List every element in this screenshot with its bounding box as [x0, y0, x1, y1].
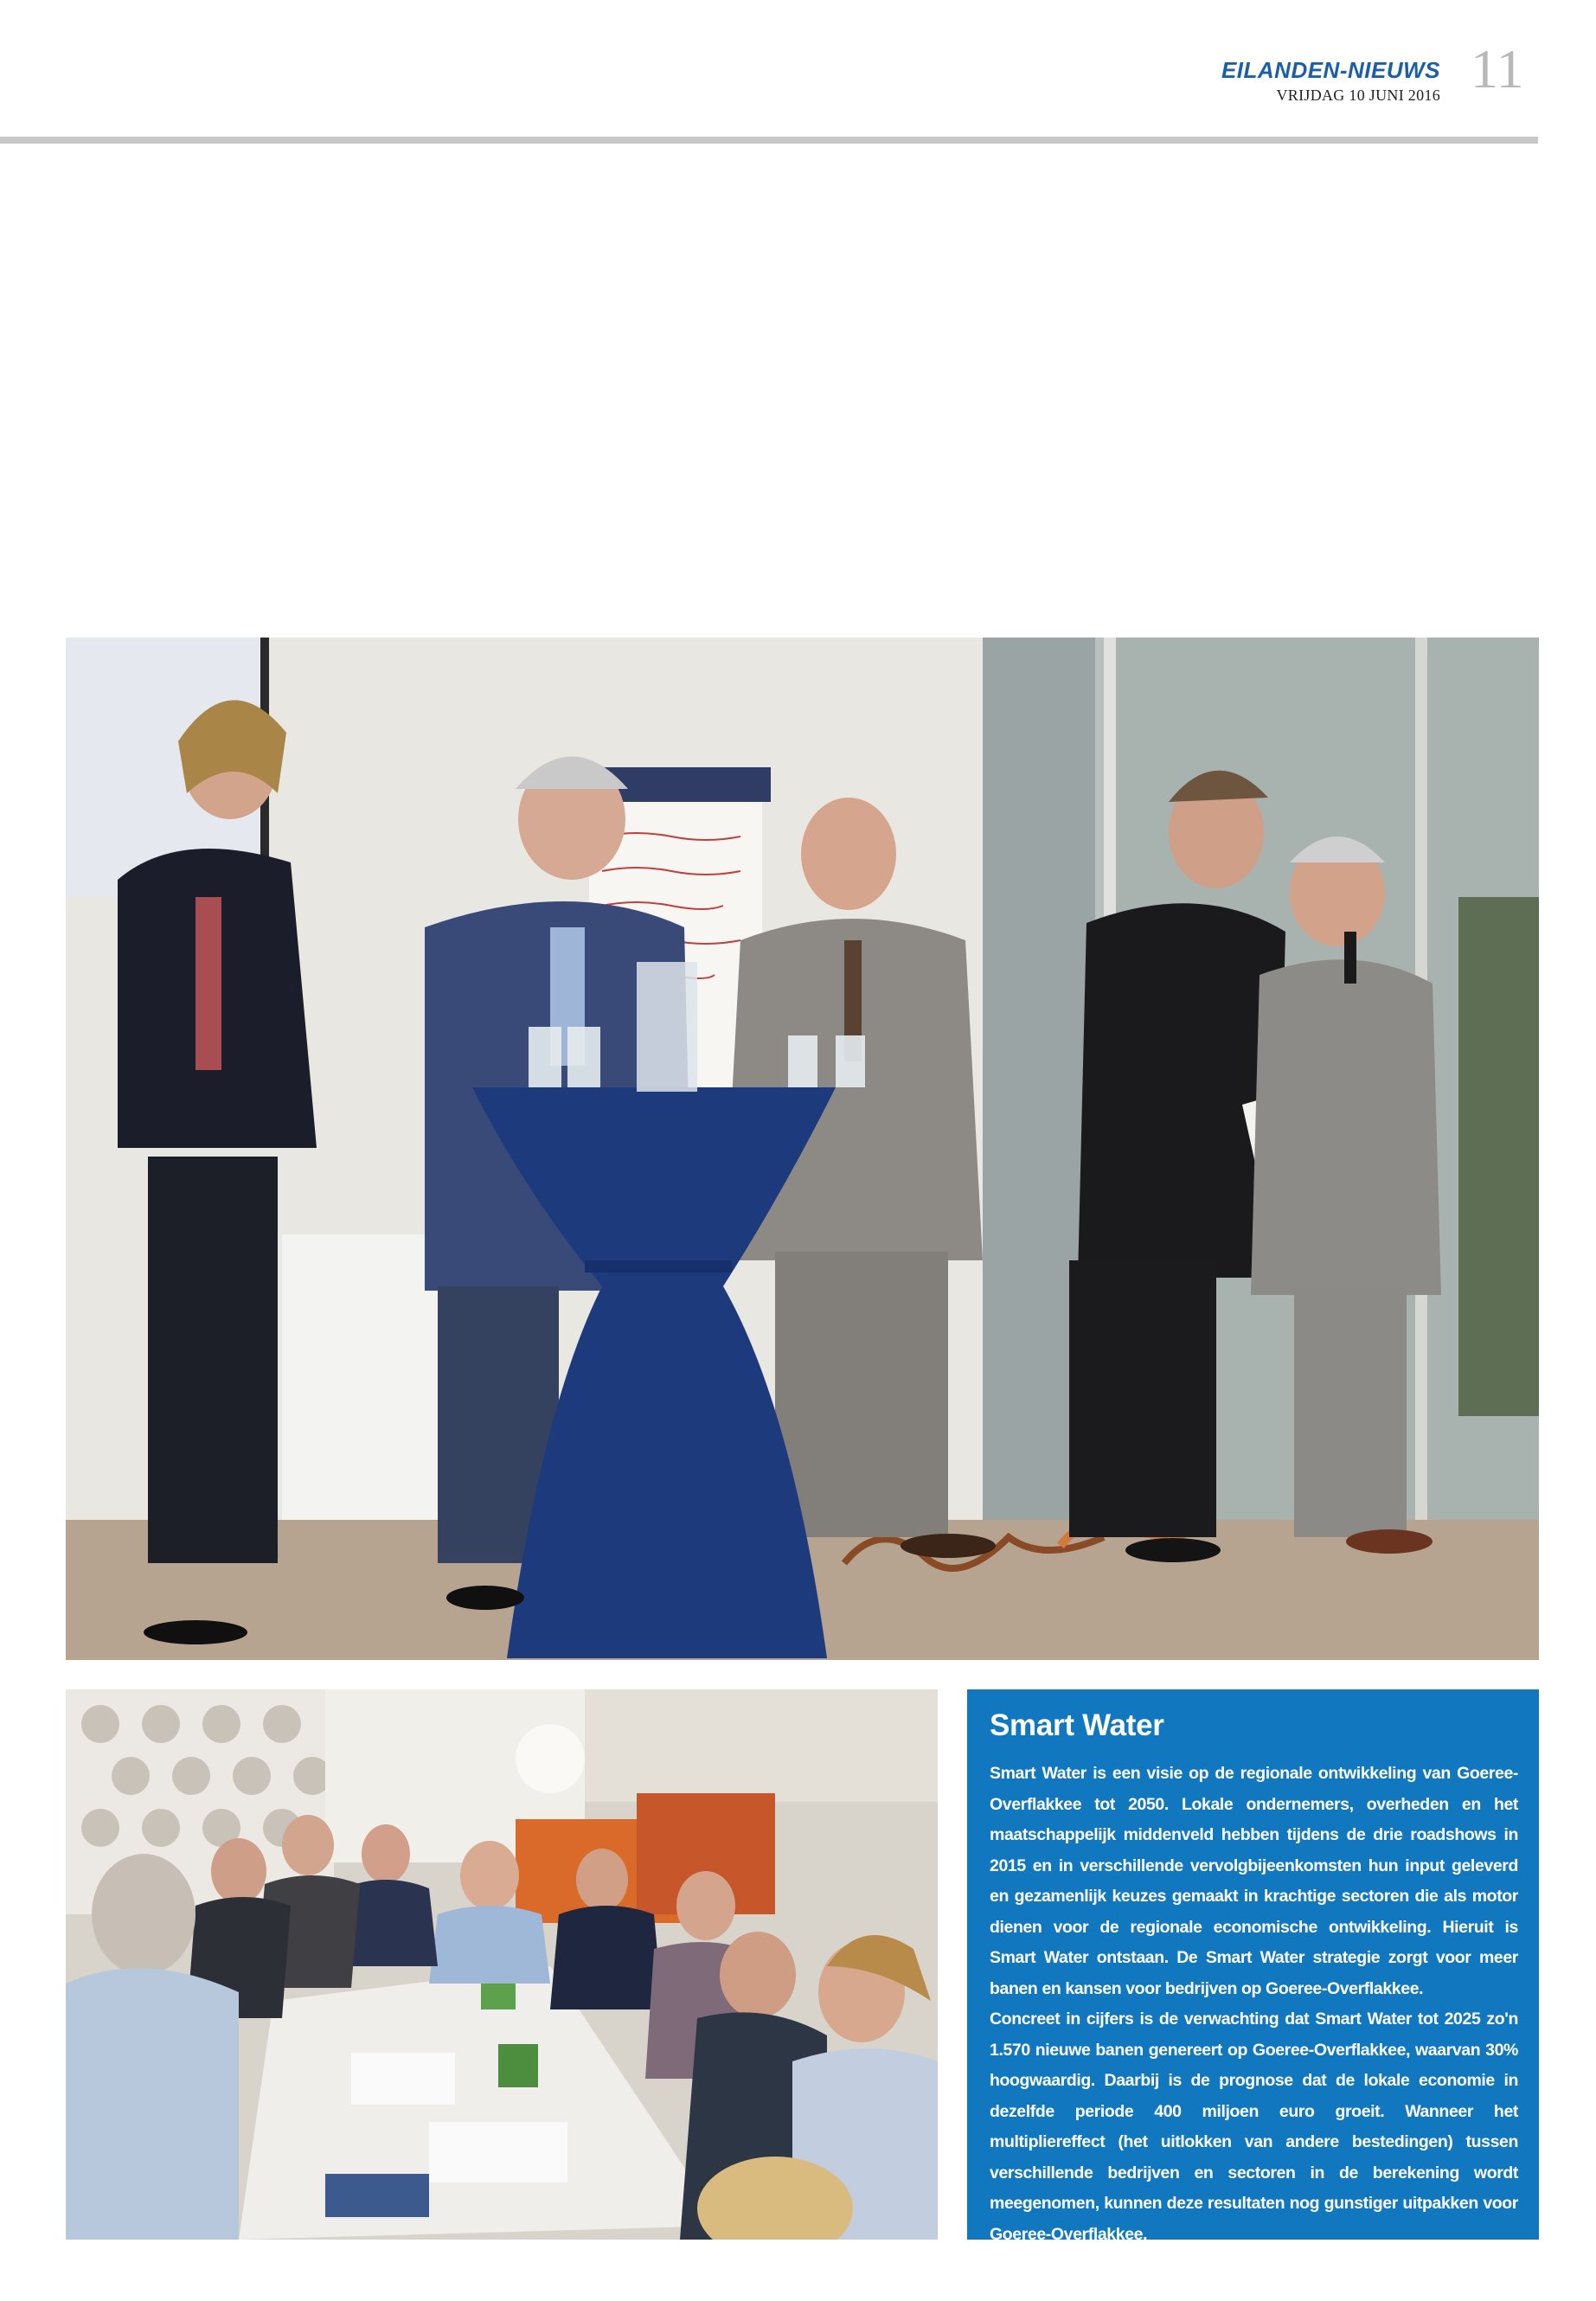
infobox-paragraph-1: Smart Water is een visie op de regionale ontwikkeling van Goeree-Overflakkee tot 2050. Lokale ondernemers, overheden en het maatschappelijk middenveld hebben tijdens de drie roadshows in 2015 en in verschillende vervolgbijeenkomsten hun input geleverd en gezamenlijk keuzes gemaakt in krachtige sectoren die als motor dienen voor de regionale economische ontwikkeling. Hieruit is Smart Water ontstaan. De Smart Water strategie zorgt voor meer banen en kansen voor bedrijven op Goeree-Overflakkee.	[990, 1764, 1518, 1998]
smart-water-infobox	[967, 1689, 1539, 2244]
issue-date: VRIJDAG 10 JUNI 2016	[1276, 87, 1440, 104]
round-table-meeting-photo	[66, 1689, 938, 2240]
header-rule	[0, 137, 1538, 144]
panel-discussion-photo	[66, 638, 1539, 1660]
photo-panel-discussion-icon	[66, 638, 1539, 1660]
infobox-title: Smart Water	[990, 1708, 1164, 1742]
masthead-logo: EILANDEN-NIEUWS	[1221, 57, 1440, 83]
photo-round-table-meeting-icon	[66, 1689, 938, 2240]
infobox-paragraph-2: Concreet in cijfers is de verwachting dat Smart Water tot 2025 zo'n 1.570 nieuwe banen genereert op Goeree-Overflakkee, waarvan 30% hoogwaardig. Daarbij is de prognose dat de lokale economie in dezelfde periode 400 miljoen euro groeit. Wanneer het multipliereffect (het uitlokken van andere bestedingen) tussen verschillende bedrijven en sectoren in de berekening wordt meegenomen, kunnen deze resultaten nog gunstiger uitpakken voor Goeree-Overflakkee.	[990, 2009, 1518, 2244]
page-header	[0, 0, 1596, 147]
page-number: 11	[1471, 38, 1524, 99]
